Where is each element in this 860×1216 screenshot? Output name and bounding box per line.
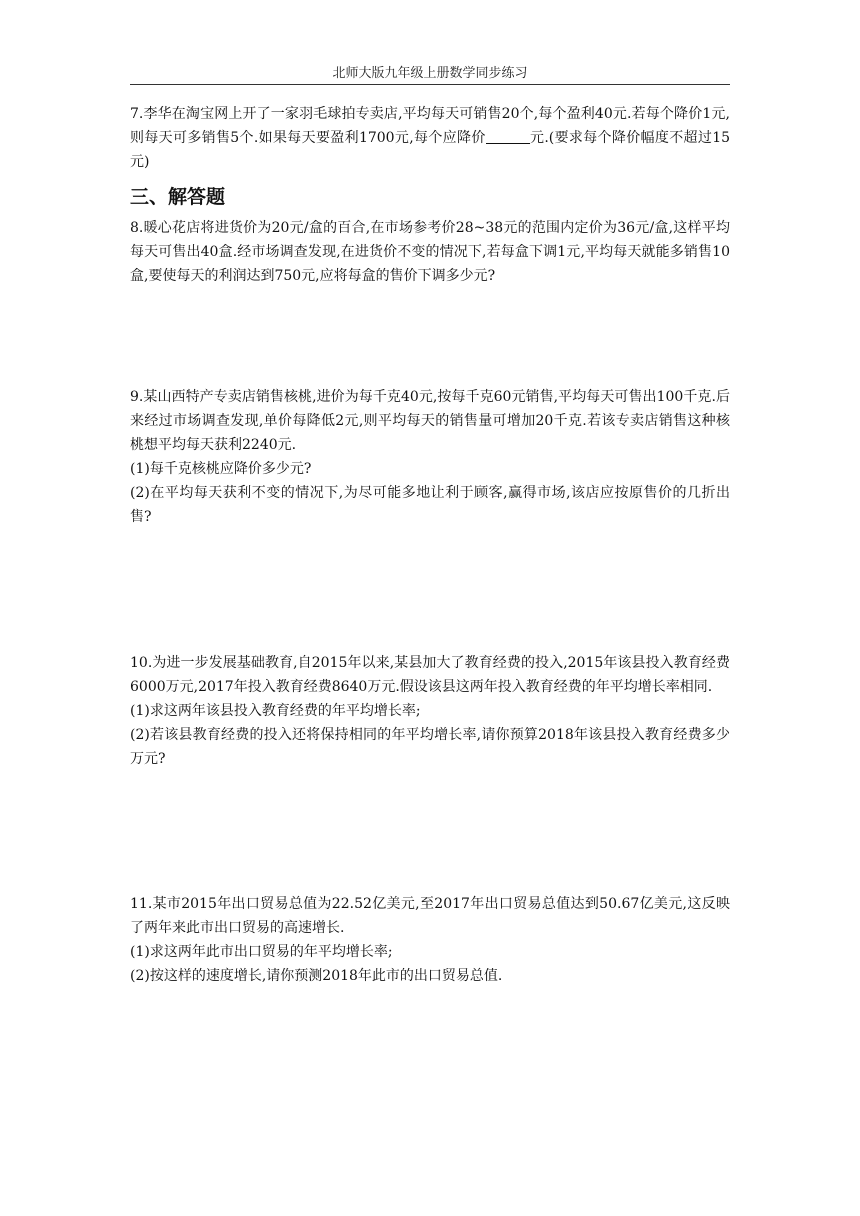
question-10-part-2: (2)若该县教育经费的投入还将保持相同的年平均增长率,请你预算2018年该县投入教育经费多少万元? (130, 727, 730, 767)
question-7 (130, 102, 730, 174)
question-7-text-after: 元.(要求每个降价幅度不超过15元) (130, 130, 731, 170)
question-8: 8.暖心花店将进货价为20元/盒的百合,在市场参考价28~38元的范围内定价为36元/盒,这样平均每天可售出40盒.经市场调查发现,在进货价不变的情况下,若每盒下调1元,平均每天就能多销售10盒,要使每天的利润达到750元,应将每盒的售价下调多少元? (130, 220, 730, 284)
question-9-part-1: (1)每千克核桃应降价多少元? (130, 461, 312, 477)
question-10: 10.为进一步发展基础教育,自2015年以来,某县加大了教育经费的投入,2015年该县投入教育经费6000万元,2017年投入教育经费8640万元.假设该县这两年投入教育经费的年平均增长率相同. (130, 655, 730, 695)
section-title-answer-questions: 三、解答题 (130, 186, 226, 208)
answer-space-9 (130, 529, 730, 651)
answer-blank (486, 128, 530, 144)
question-11-part-1: (1)求这两年此市出口贸易的年平均增长率; (130, 944, 393, 960)
question-9-part-2: (2)在平均每天获利不变的情况下,为尽可能多地让利于顾客,赢得市场,该店应按原售价的几折出售? (130, 485, 730, 525)
question-11: 11.某市2015年出口贸易总值为22.52亿美元,至2017年出口贸易总值达到50.67亿美元,这反映了两年来此市出口贸易的高速增长. (130, 896, 730, 936)
page-header-title: 北师大版九年级上册数学同步练习 (332, 66, 528, 81)
question-9: 9.某山西特产专卖店销售核桃,进价为每千克40元,按每千克60元销售,平均每天可售出100千克.后来经过市场调查发现,单价每降低2元,则平均每天的销售量可增加20千克.若该专卖店销售这种核桃想平均每天获利2240元. (130, 389, 730, 453)
answer-space-8 (130, 288, 730, 385)
question-10-part-1: (1)求这两年该县投入教育经费的年平均增长率; (130, 703, 421, 719)
question-11-part-2: (2)按这样的速度增长,请你预测2018年此市的出口贸易总值. (130, 968, 503, 984)
header-divider (130, 84, 730, 85)
answer-space-10 (130, 771, 730, 892)
page-content (130, 102, 730, 988)
question-7-text-before: 7.李华在淘宝网上开了一家羽毛球拍专卖店,平均每天可销售20个,每个盈利40元.若每个降价1元,则每天可多销售5个.如果每天要盈利1700元,每个应降价 (130, 106, 730, 146)
